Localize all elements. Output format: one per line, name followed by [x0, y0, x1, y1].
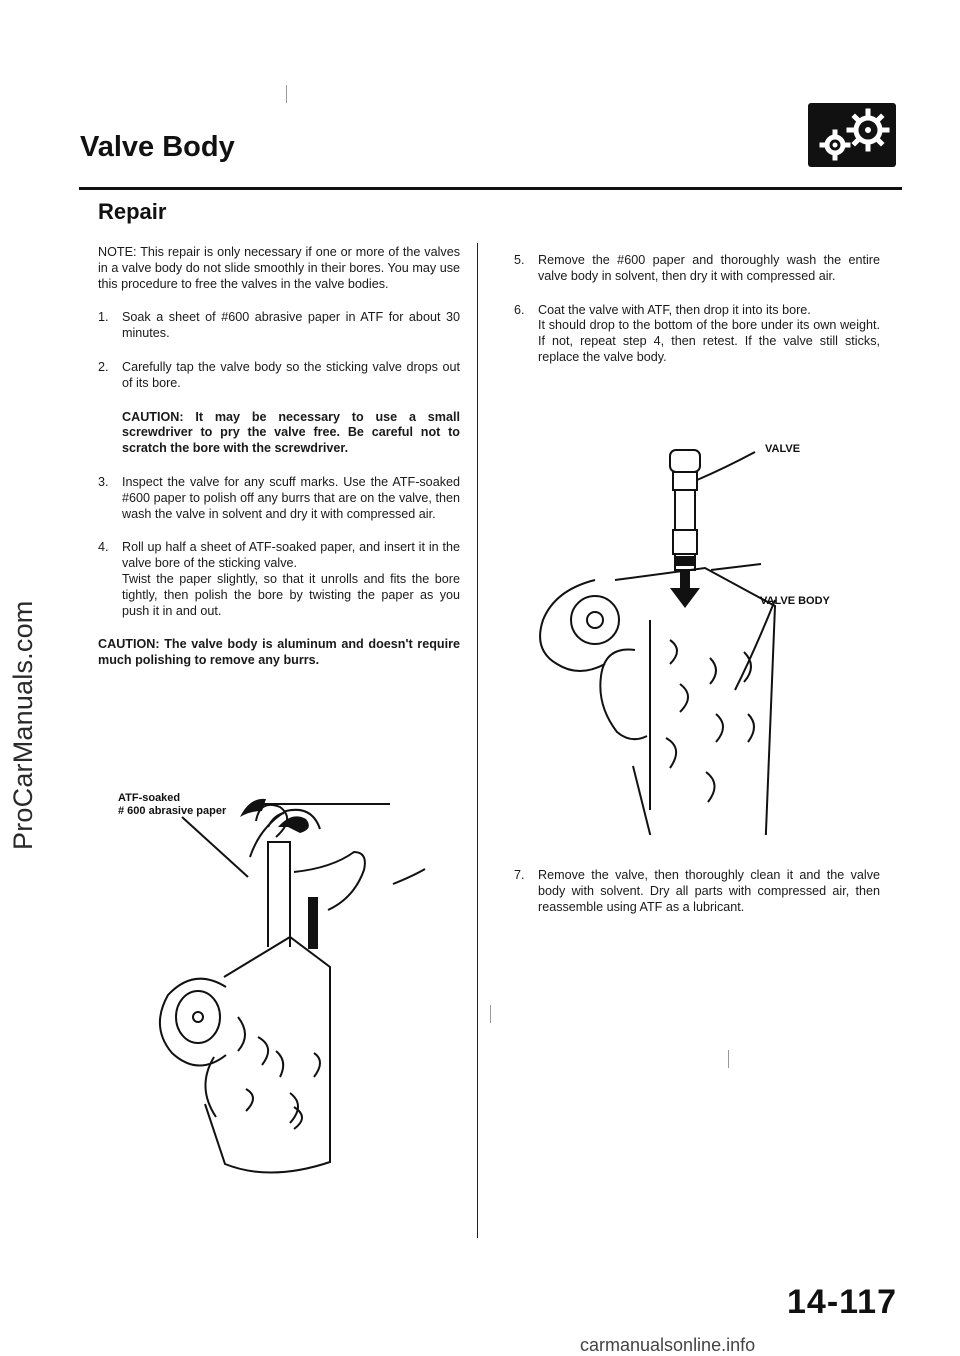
step-text: Carefully tap the valve body so the sticking valve drops out of its bore. [122, 359, 460, 390]
step-text-part-2: It should drop to the bottom of the bore under its own weight. If not, repeat step 4, then retest. If the valve still sticks, replace the valve body. [538, 318, 880, 364]
step-number: 4. [98, 540, 109, 555]
column-divider [477, 243, 478, 1238]
page-title: Valve Body [80, 131, 235, 163]
scan-mark [286, 85, 287, 103]
transmission-gears-icon [808, 103, 896, 167]
section-title: Repair [98, 199, 167, 224]
label-abrasive-paper: # 600 abrasive paper [118, 805, 227, 817]
abrasive-paper-illustration [118, 777, 428, 1177]
scan-mark [490, 1005, 491, 1023]
label-valve-body: VALVE BODY [760, 595, 830, 607]
valve-drop-illustration [525, 440, 865, 835]
header-rule [79, 187, 902, 190]
step-number: 1. [98, 310, 109, 325]
caution-aluminum: CAUTION: The valve body is aluminum and doesn't require much polishing to remove any burrs. [98, 637, 460, 668]
step-text: Inspect the valve for any scuff marks. Use the ATF-soaked #600 paper to polish off any burrs that are on the valve, then wash the valve in solvent and dry it with compressed air. [122, 474, 460, 521]
step-text-part-1: Roll up half a sheet of ATF-soaked paper, and insert it in the valve bore of the sticking valve. [122, 540, 460, 571]
step-7-row [514, 868, 880, 915]
step-1 [98, 310, 460, 342]
step-4 [98, 540, 460, 619]
scan-mark [728, 1050, 729, 1068]
label-valve: VALVE [765, 443, 801, 455]
step-7 [514, 868, 880, 933]
caution-screwdriver: CAUTION: It may be necessary to use a small screwdriver to pry the valve free. Be careful not to scratch the bore with the screwdriver. [122, 409, 460, 456]
step-number: 3. [98, 474, 109, 489]
step-text: Soak a sheet of #600 abrasive paper in ATF for about 30 minutes. [122, 310, 460, 341]
label-atf-soaked: ATF-soaked [118, 792, 181, 804]
step-number: 7. [514, 868, 525, 882]
step-number: 2. [98, 359, 109, 374]
footer-watermark: carmanualsonline.info [580, 1335, 756, 1355]
step-3 [98, 475, 460, 522]
left-column [98, 245, 460, 687]
step-number: 6. [514, 302, 525, 317]
step-6 [514, 303, 880, 366]
step-2 [98, 360, 460, 392]
step-text: Remove the #600 paper and thoroughly wash the entire valve body in solvent, then dry it with compressed air. [538, 253, 880, 283]
step-text-part-2: Twist the paper slightly, so that it unrolls and fits the bore tightly, then polish the bore by twisting the paper as you push it in and out. [122, 571, 460, 618]
right-column [514, 253, 880, 384]
step-number: 5. [514, 253, 525, 267]
step-text-part-1: Coat the valve with ATF, then drop it into its bore. [538, 302, 811, 317]
page-number: 14-117 [787, 1283, 897, 1321]
step-text [122, 540, 460, 619]
side-watermark: ProCarManuals.com [8, 600, 38, 850]
step-text: Remove the valve, then thoroughly clean it and the valve body with solvent. Dry all parts with compressed air, then reassemble using ATF as a lubricant. [538, 868, 880, 914]
step-text [538, 303, 880, 366]
step-5 [514, 253, 880, 285]
repair-note: NOTE: This repair is only necessary if one or more of the valves in a valve body do not slide smoothly in their bores. You may use this procedure to free the valves in the valve bodies. [98, 245, 460, 291]
